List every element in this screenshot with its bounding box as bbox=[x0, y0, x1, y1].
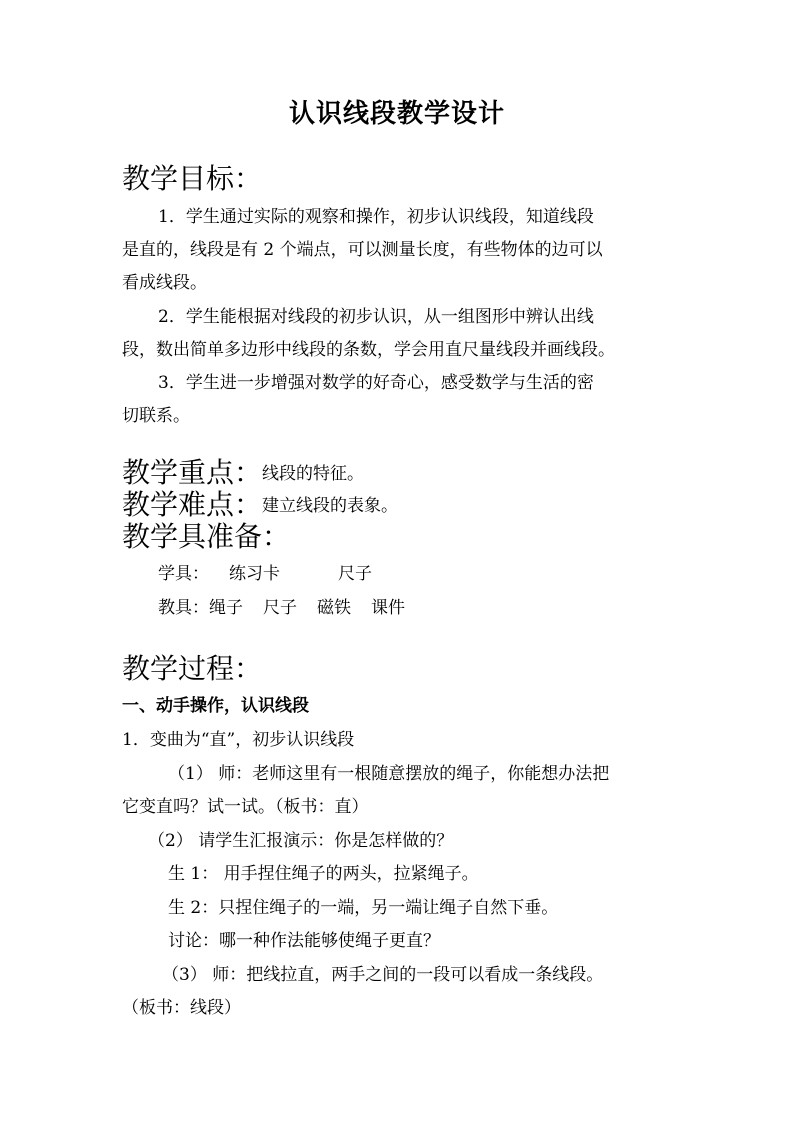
paragraph-1-line-2: 它变直吗？试一试。（板书：直） bbox=[122, 797, 369, 817]
paragraph-3-line-1: （3） 师：把线拉直，两手之间的一段可以看成一条线段。 bbox=[162, 965, 604, 985]
teacher-tools-label: 教具： bbox=[158, 598, 209, 618]
student-tool-item: 尺子 bbox=[338, 564, 372, 584]
teacher-tools-row bbox=[158, 596, 405, 620]
step-1-heading: 1．变曲为“直”，初步认识线段 bbox=[122, 730, 355, 750]
paragraph-2: （2） 请学生汇报演示：你是怎样做的？ bbox=[148, 831, 454, 851]
student-answer-1: 生 1： 用手捏住绳子的两头，拉紧绳子。 bbox=[168, 864, 479, 884]
teacher-tool-item: 磁铁 bbox=[317, 598, 351, 618]
objective-line-3: 看成线段。 bbox=[122, 273, 207, 293]
student-answer-2: 生 2：只捏住绳子的一端，另一端让绳子自然下垂。 bbox=[168, 898, 559, 918]
paragraph-1-line-1: （1） 师：老师这里有一根随意摆放的绳子，你能想办法把 bbox=[168, 764, 610, 784]
objective-line-1: 1．学生通过实际的观察和操作，初步认识线段，知道线段 bbox=[158, 207, 594, 227]
student-tools-row bbox=[158, 562, 372, 586]
paragraph-3-line-2: （板书：线段） bbox=[122, 998, 241, 1018]
discussion-line: 讨论：哪一种作法能够使绳子更直？ bbox=[168, 931, 440, 951]
document-title: 认识线段教学设计 bbox=[288, 99, 505, 129]
objective-line-2: 是直的，线段是有 2 个端点，可以测量长度，有些物体的边可以 bbox=[122, 240, 603, 260]
section-1-heading: 一、动手操作，认识线段 bbox=[122, 696, 309, 716]
objective-line-6: 3．学生进一步增强对数学的好奇心，感受数学与生活的密 bbox=[158, 373, 594, 393]
student-tool-item: 练习卡 bbox=[229, 564, 280, 584]
key-point-heading: 教学重点： bbox=[122, 456, 263, 489]
objective-line-7: 切联系。 bbox=[122, 406, 190, 426]
teacher-tool-item: 绳子 bbox=[209, 598, 243, 618]
tools-heading: 教学具准备： bbox=[122, 520, 291, 553]
teacher-tool-item: 课件 bbox=[371, 598, 405, 618]
objectives-heading: 教学目标： bbox=[122, 162, 263, 195]
key-point-text: 线段的特征。 bbox=[262, 464, 365, 484]
difficulty-text: 建立线段的表象。 bbox=[262, 496, 399, 516]
process-heading: 教学过程： bbox=[122, 652, 263, 685]
teacher-tool-item: 尺子 bbox=[263, 598, 297, 618]
objective-line-5: 段，数出简单多边形中线段的条数，学会用直尺量线段并画线段。 bbox=[122, 340, 615, 360]
difficulty-heading: 教学难点： bbox=[122, 488, 263, 521]
student-tools-label: 学具： bbox=[158, 564, 209, 584]
objective-line-4: 2．学生能根据对线段的初步认识，从一组图形中辨认出线 bbox=[158, 307, 594, 327]
